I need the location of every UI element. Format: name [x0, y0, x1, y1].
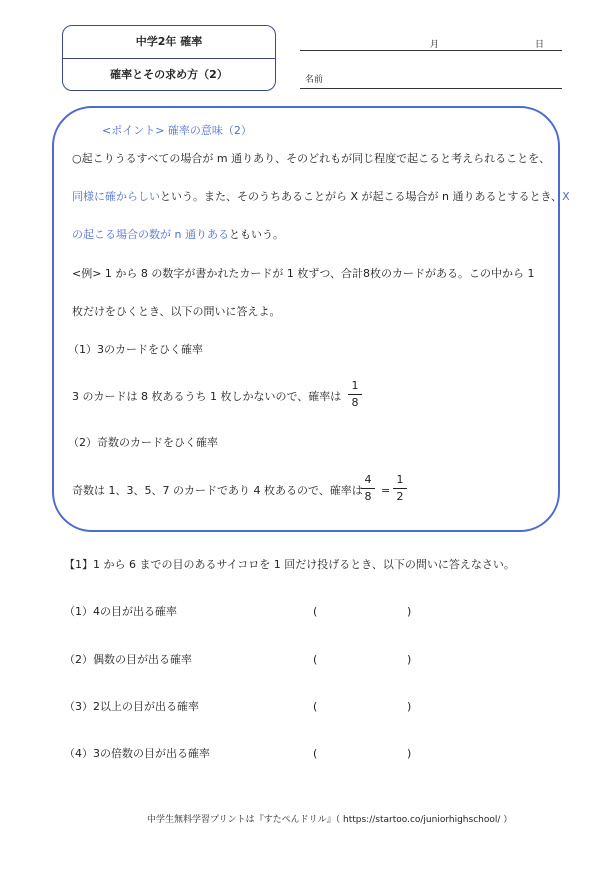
point-box	[52, 106, 563, 532]
fraction-bar	[361, 488, 375, 489]
point-heading: <ポイント> 確率の意味（2）	[102, 124, 252, 137]
date-line	[300, 50, 562, 51]
answer-paren-open: (	[313, 700, 318, 713]
fraction-1-2	[393, 474, 407, 503]
month-label: 月	[430, 40, 440, 50]
exercise-item-4: （4）3の倍数の目が出る確率	[64, 747, 210, 760]
point-para1-line3	[72, 228, 284, 242]
day-label: 日	[535, 40, 545, 50]
exercise-item-1: （1）4の目が出る確率	[64, 605, 177, 618]
fraction-numerator: 1	[396, 473, 404, 486]
fraction-denominator: 8	[364, 490, 372, 503]
point-para1-line2	[72, 190, 570, 204]
subject-title: 中学2年 確率	[63, 26, 275, 59]
example-q1: （1）3のカードをひく確率	[68, 343, 203, 356]
example-q2: （2）奇数のカードをひく確率	[68, 436, 218, 449]
fraction-numerator: 1	[351, 379, 359, 392]
para1-line2-rest: という。また、そのうちあることがら X が起こる場合が n 通りあるとするとき、	[160, 190, 563, 203]
unit-title: 確率とその求め方（2）	[110, 68, 228, 81]
answer-paren-close: )	[407, 605, 412, 618]
footer-text: 中学生無料学習プリントは『すたぺんドリル』（ https://startoo.co/juniorhighschool/ ）	[147, 815, 513, 825]
equals-sign: =	[381, 484, 391, 497]
exercise-item-2: （2）偶数の目が出る確率	[64, 653, 192, 666]
answer-paren-open: (	[313, 747, 318, 760]
exercise-prompt: 【1】1 から 6 までの目のあるサイコロを 1 回だけ投げるとき、以下の問いに答えなさい。	[64, 558, 515, 571]
example-line1: <例> 1 から 8 の数字が書かれたカードが 1 枚ずつ、合計8枚のカードがある。この中から 1	[72, 267, 535, 280]
answer-paren-close: )	[407, 747, 412, 760]
para1-line3-rest: ともいう。	[228, 228, 284, 241]
fraction-denominator: 2	[396, 490, 404, 503]
name-label: 名前	[305, 75, 324, 85]
fraction-bar	[393, 488, 407, 489]
example-a1-text: 3 のカードは 8 枚あるうち 1 枚しかないので、確率は	[72, 390, 342, 403]
fraction-numerator: 4	[364, 473, 372, 486]
answer-paren-open: (	[313, 605, 318, 618]
answer-paren-close: )	[407, 700, 412, 713]
term-equally-likely: 同様に確からしい	[72, 190, 160, 203]
term-x: X	[562, 190, 570, 203]
answer-paren-close: )	[407, 653, 412, 666]
fraction-4-8	[361, 474, 375, 503]
exercise-item-3: （3）2以上の目が出る確率	[64, 700, 199, 713]
example-line2: 枚だけをひくとき、以下の問いに答えよ。	[72, 305, 281, 318]
fraction-1-8	[348, 380, 362, 409]
term-n-cases: の起こる場合の数が n 通りある	[72, 228, 229, 241]
title-box	[62, 25, 276, 91]
point-para1-line1: ○起こりうるすべての場合が m 通りあり、そのどれもが同じ程度で起こると考えられることを、	[72, 152, 551, 165]
example-a2-text: 奇数は 1、3、5、7 のカードであり 4 枚あるので、確率は	[72, 484, 363, 497]
fraction-denominator: 8	[351, 396, 359, 409]
answer-paren-open: (	[313, 653, 318, 666]
fraction-bar	[348, 394, 362, 395]
name-line	[300, 88, 562, 89]
